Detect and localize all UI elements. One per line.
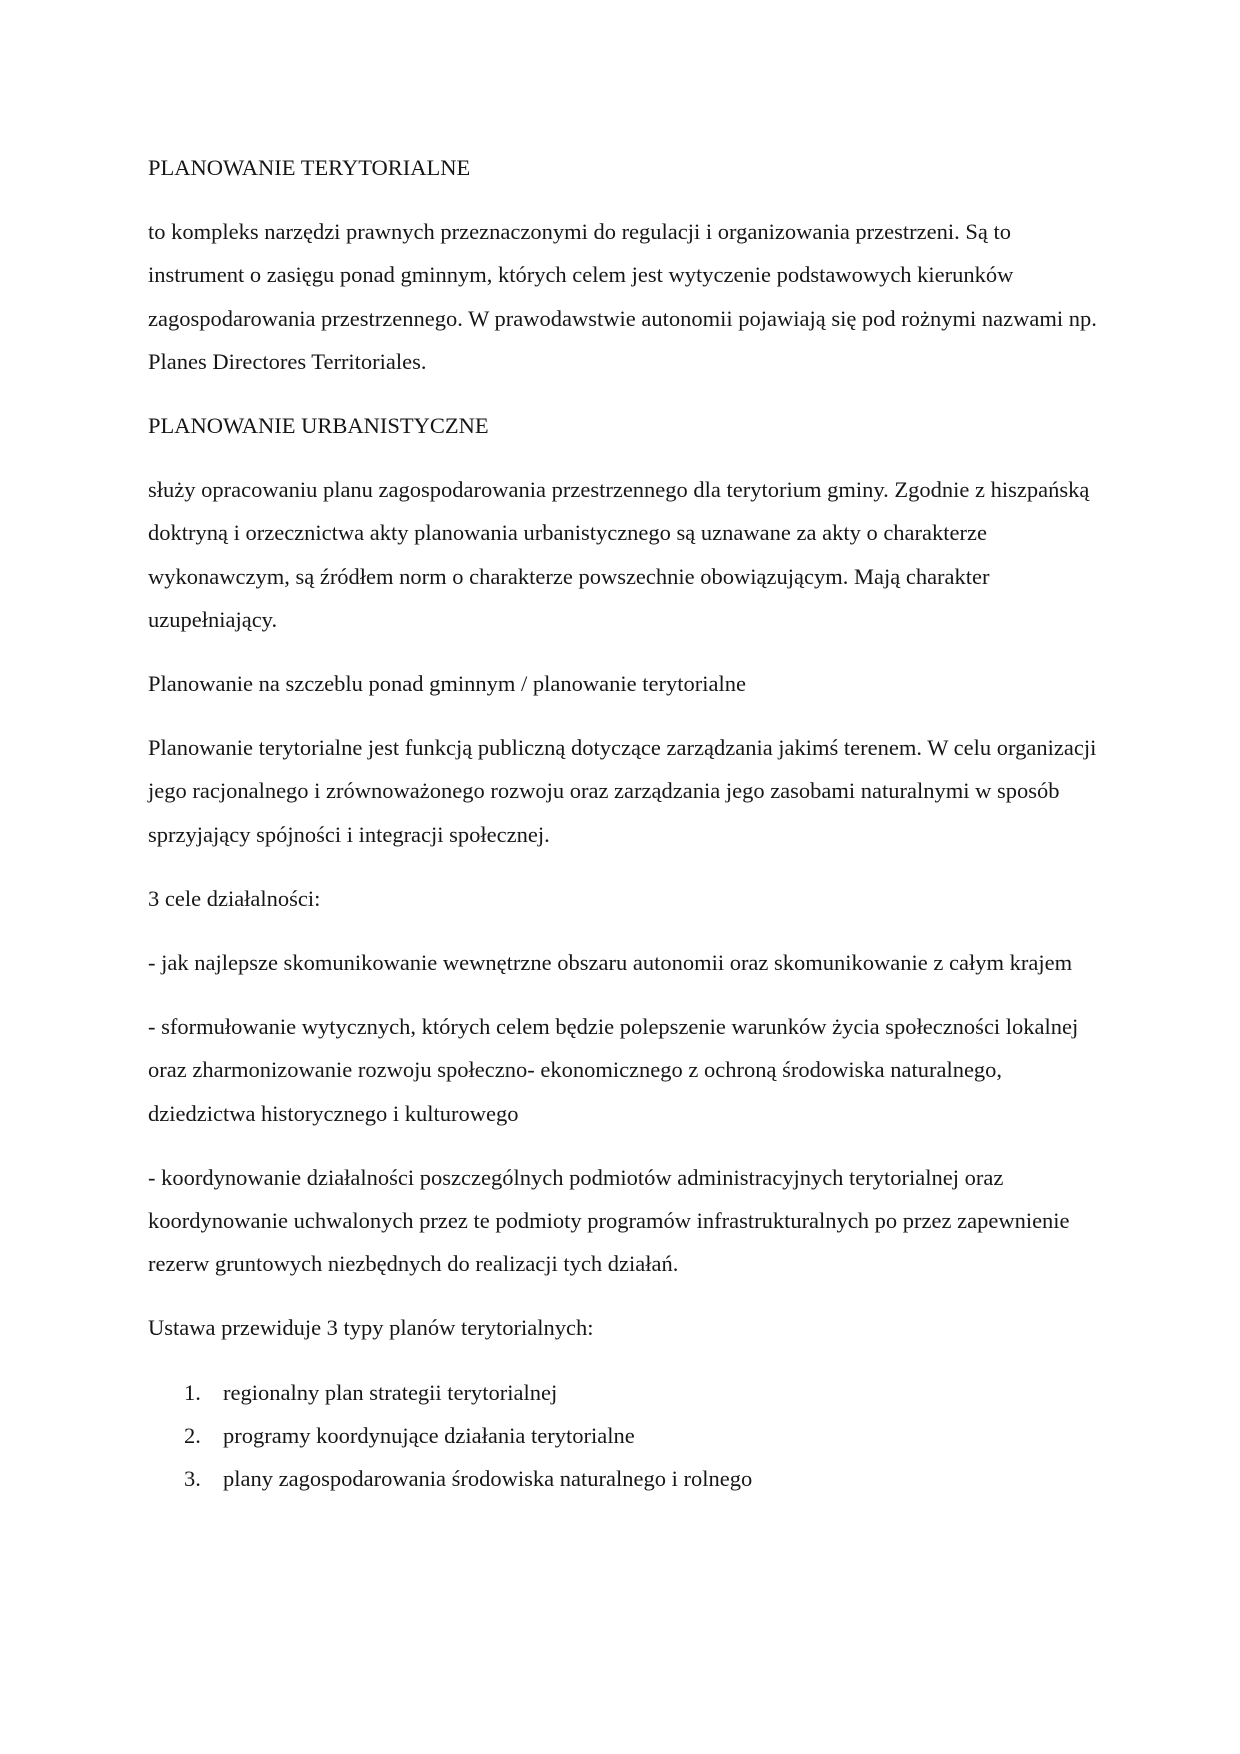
heading-planowanie-terytorialne: PLANOWANIE TERYTORIALNE	[148, 155, 471, 180]
paragraph-definition-urban: służy opracowaniu planu zagospodarowania przestrzennego dla terytorium gminy. Zgodnie z hiszpańską doktryną i orzecznictwa akty planowania urbanistycznego są uznawane za akty o charakterze wykonawczym, są źródłem norm o charakterze powszechnie obowiązującym. Mają charakter uzupełniający.	[148, 477, 1090, 632]
list-item-text: programy koordynujące działania terytorialne	[223, 1422, 635, 1448]
document-body	[148, 146, 1098, 1500]
plan-types-list	[148, 1371, 1098, 1501]
paragraph-goals-intro: 3 cele działalności:	[148, 885, 321, 911]
paragraph-territorial-function: Planowanie terytorialne jest funkcją publiczną dotyczące zarządzania jakimś terenem. W celu organizacji jego racjonalnego i zrównoważonego rozwoju oraz zarządzania jego zasobami naturalnymi w sposób sprzyjający spójności i integracji społecznej.	[148, 735, 1097, 847]
list-item-text: plany zagospodarowania środowiska naturalnego i rolnego	[223, 1466, 753, 1492]
list-item	[148, 1414, 1098, 1457]
paragraph-definition-territorial: to kompleks narzędzi prawnych przeznaczonymi do regulacji i organizowania przestrzeni. Są to instrument o zasięgu ponad gminnym, których celem jest wytyczenie podstawowych kierunków zagospodarowania przestrzennego. W prawodawstwie autonomii pojawiają się pod rożnymi nazwami np. Planes Directores Territoriales.	[148, 219, 1097, 374]
goal-item-coordination: - koordynowanie działalności poszczególnych podmiotów administracyjnych terytorialnej oraz koordynowanie uchwalonych przez te podmioty programów infrastrukturalnych po przez zapewnienie rezerw gruntowych niezbędnych do realizacji tych działań.	[148, 1164, 1070, 1277]
list-item-number: 1.	[184, 1379, 201, 1405]
goal-item-communication: - jak najlepsze skomunikowanie wewnętrzne obszaru autonomii oraz skomunikowanie z całym krajem	[148, 950, 1073, 976]
list-item	[148, 1371, 1098, 1414]
list-item-text: regionalny plan strategii terytorialnej	[223, 1379, 558, 1405]
list-item-number: 2.	[184, 1422, 201, 1448]
heading-supra-municipal: Planowanie na szczeblu ponad gminnym / planowanie terytorialne	[148, 671, 746, 697]
heading-planowanie-urbanistyczne: PLANOWANIE URBANISTYCZNE	[148, 413, 489, 439]
paragraph-plan-types-intro: Ustawa przewiduje 3 typy planów terytorialnych:	[148, 1315, 594, 1341]
list-item	[148, 1457, 1098, 1500]
goal-item-guidelines: - sformułowanie wytycznych, których celem będzie polepszenie warunków życia społeczności lokalnej oraz zharmonizowanie rozwoju społeczno- ekonomicznego z ochroną środowiska naturalnego, dziedzictwa historycznego i kulturowego	[148, 1014, 1079, 1126]
list-item-number: 3.	[184, 1466, 201, 1492]
